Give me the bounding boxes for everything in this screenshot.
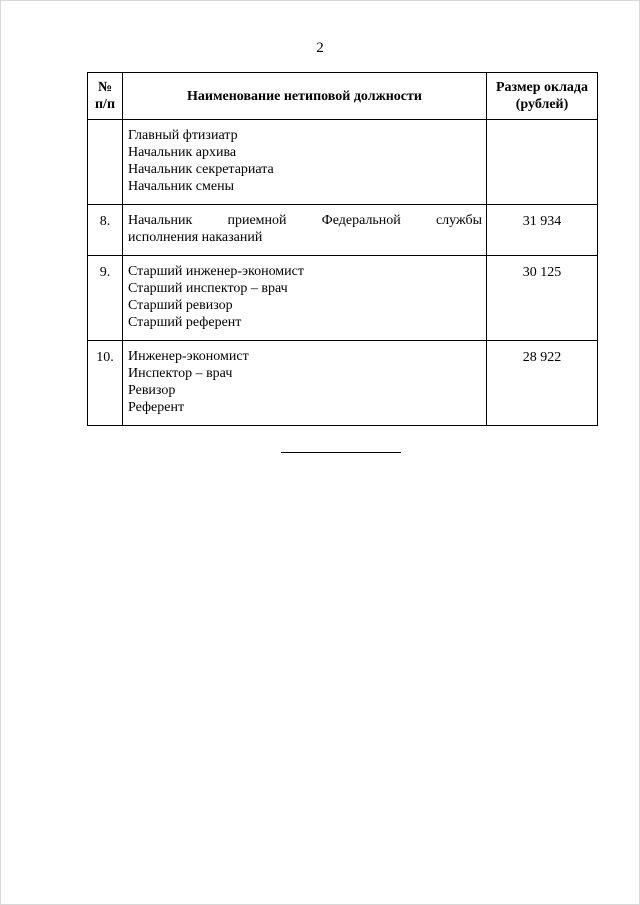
table-row [88,205,598,256]
position-title: Ревизор [128,383,176,398]
row-salary: 31 934 [487,205,598,256]
page-number: 2 [316,40,324,56]
row-positions [123,341,487,426]
table-header-row [88,73,598,120]
row-positions [123,205,487,256]
row-salary: 30 125 [487,256,598,341]
position-title: исполнения наказаний [128,230,263,245]
header-number-line: № [97,80,113,95]
row-number: 8. [88,205,123,256]
row-number: 10. [88,341,123,426]
row-salary: 28 922 [487,341,598,426]
position-title: Старший референт [128,315,242,330]
position-title: Старший инженер-экономист [128,264,304,279]
table-row [88,256,598,341]
row-positions [123,120,487,205]
position-title: Начальник смены [128,179,234,194]
row-number [88,120,123,205]
position-title: Начальник секретариата [128,162,274,177]
header-number [88,73,123,120]
position-title: Старший инспектор – врач [128,281,288,296]
position-title: Инспектор – врач [128,366,233,381]
header-salary [487,73,598,120]
salary-table [87,72,598,426]
position-title: Начальник приемной Федеральной службы [128,213,482,228]
position-title: Инженер-экономист [128,349,249,364]
position-title: Начальник архива [128,145,237,160]
row-salary [487,120,598,205]
row-number: 9. [88,256,123,341]
table-row [88,341,598,426]
header-position-label: Наименование нетиповой должности [187,88,422,104]
position-title: Старший ревизор [128,298,233,313]
header-salary-line: (рублей) [515,97,569,112]
header-position [123,73,487,120]
closing-rule [281,452,401,453]
header-salary-line: Размер оклада [495,80,589,95]
position-title: Референт [128,400,185,415]
table-row [88,120,598,205]
position-title: Главный фтизиатр [128,128,238,143]
header-number-line: п/п [94,97,116,112]
row-positions [123,256,487,341]
